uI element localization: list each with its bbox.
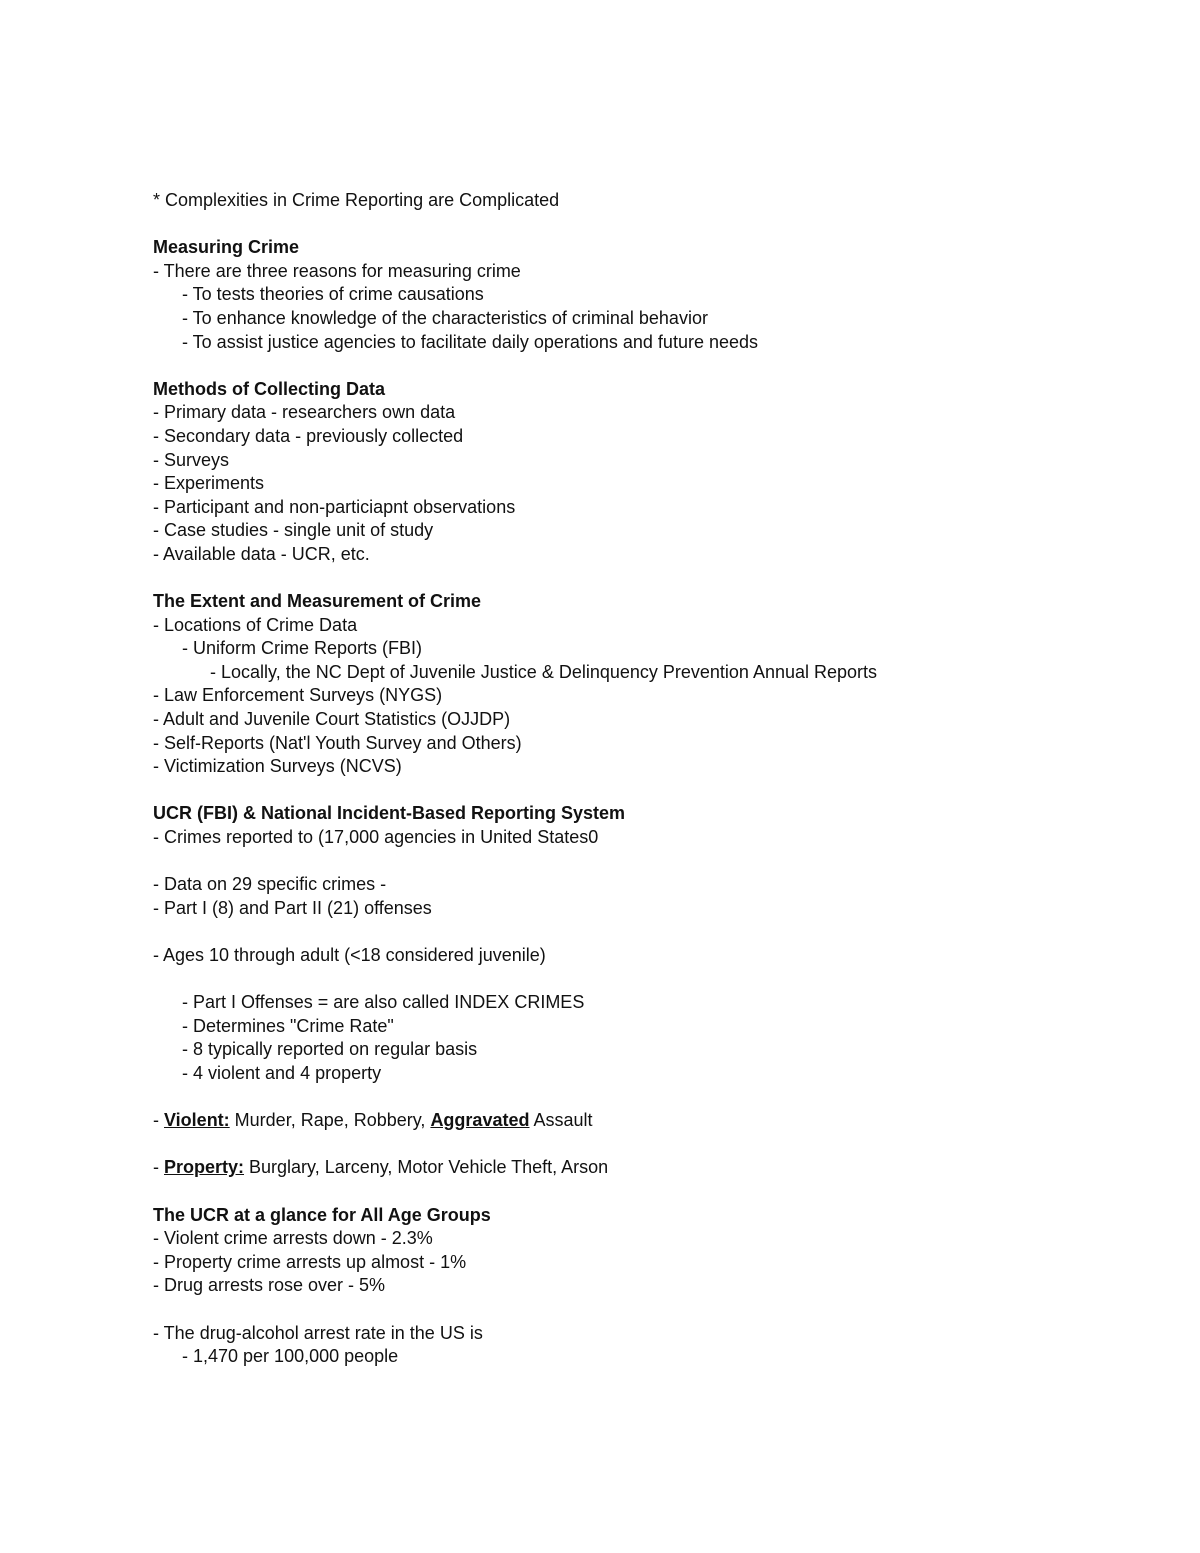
extent-locations: - Locations of Crime Data [153, 614, 358, 635]
measuring-line: - There are three reasons for measuring crime [153, 260, 521, 281]
property-label: Property: [164, 1157, 245, 1178]
spacer [153, 850, 1153, 874]
extent-heading: The Extent and Measurement of Crime [153, 591, 482, 612]
aggravated-label: Aggravated [430, 1110, 530, 1131]
spacer [153, 567, 1153, 591]
ucr-heading: UCR (FBI) & National Incident-Based Reporting System [153, 803, 626, 824]
intro-line: * Complexities in Crime Reporting are Complicated [153, 190, 560, 210]
ucr-ages: - Ages 10 through adult (<18 considered juvenile) [153, 945, 546, 965]
measuring-sub-item: - To assist justice agencies to facilitate daily operations and future needs [182, 331, 758, 352]
extent-item: - Victimization Surveys (NCVS) [153, 756, 402, 777]
extent-nc: - Locally, the NC Dept of Juvenile Justice & Delinquency Prevention Annual Reports [210, 661, 878, 682]
violent-text-after: Assault [529, 1110, 593, 1131]
methods-item: - Surveys [153, 449, 230, 470]
glance-item: - Violent crime arrests down - 2.3% [153, 1228, 433, 1249]
ucr-sub-item: - Determines "Crime Rate" [182, 1015, 394, 1036]
spacer [153, 968, 1153, 992]
methods-item: - Case studies - single unit of study [153, 520, 434, 541]
measuring-sub-item: - To tests theories of crime causations [182, 284, 484, 305]
measuring-crime-heading: Measuring Crime [153, 237, 300, 258]
ucr-sub-item: - 8 typically reported on regular basis [182, 1039, 478, 1060]
ucr-parts: - Part I (8) and Part II (21) offenses [153, 897, 432, 918]
ucr-reported: - Crimes reported to (17,000 agencies in United States0 [153, 827, 599, 848]
property-dash: - [153, 1157, 164, 1178]
methods-heading: Methods of Collecting Data [153, 378, 386, 399]
spacer [153, 213, 1153, 237]
spacer [153, 920, 1153, 944]
violent-text-before: Murder, Rape, Robbery, [229, 1110, 431, 1131]
ucr-data29: - Data on 29 specific crimes - [153, 874, 387, 895]
property-text: Burglary, Larceny, Motor Vehicle Theft, Arson [244, 1157, 609, 1178]
property-line [153, 1156, 1153, 1180]
measuring-sub-item: - To enhance knowledge of the characteristics of criminal behavior [182, 307, 708, 328]
ucr-sub-item: - Part I Offenses = are also called INDEX CRIMES [182, 992, 585, 1013]
glance-heading: The UCR at a glance for All Age Groups [153, 1204, 491, 1225]
glance-rate-value: - 1,470 per 100,000 people [182, 1346, 399, 1367]
spacer [153, 1180, 1153, 1204]
glance-item: - Property crime arrests up almost - 1% [153, 1251, 467, 1272]
extent-item: - Adult and Juvenile Court Statistics (OJJDP) [153, 709, 511, 730]
spacer [153, 1133, 1153, 1157]
spacer [153, 1086, 1153, 1110]
extent-ucr: - Uniform Crime Reports (FBI) [182, 638, 423, 659]
methods-item: - Secondary data - previously collected [153, 425, 464, 446]
violent-line [153, 1109, 1153, 1133]
spacer [153, 1298, 1153, 1322]
violent-dash: - [153, 1110, 164, 1131]
glance-rate-line: - The drug-alcohol arrest rate in the US is [153, 1322, 483, 1343]
document-page [153, 189, 1153, 1369]
ucr-sub-item: - 4 violent and 4 property [182, 1062, 382, 1083]
violent-label: Violent: [164, 1110, 230, 1131]
extent-item: - Law Enforcement Surveys (NYGS) [153, 685, 443, 706]
spacer [153, 354, 1153, 378]
methods-item: - Primary data - researchers own data [153, 402, 456, 423]
extent-item: - Self-Reports (Nat'l Youth Survey and Others) [153, 732, 522, 753]
methods-item: - Participant and non-particiapnt observations [153, 496, 516, 517]
methods-item: - Experiments [153, 473, 265, 494]
spacer [153, 779, 1153, 803]
glance-item: - Drug arrests rose over - 5% [153, 1275, 386, 1296]
methods-item: - Available data - UCR, etc. [153, 543, 370, 564]
